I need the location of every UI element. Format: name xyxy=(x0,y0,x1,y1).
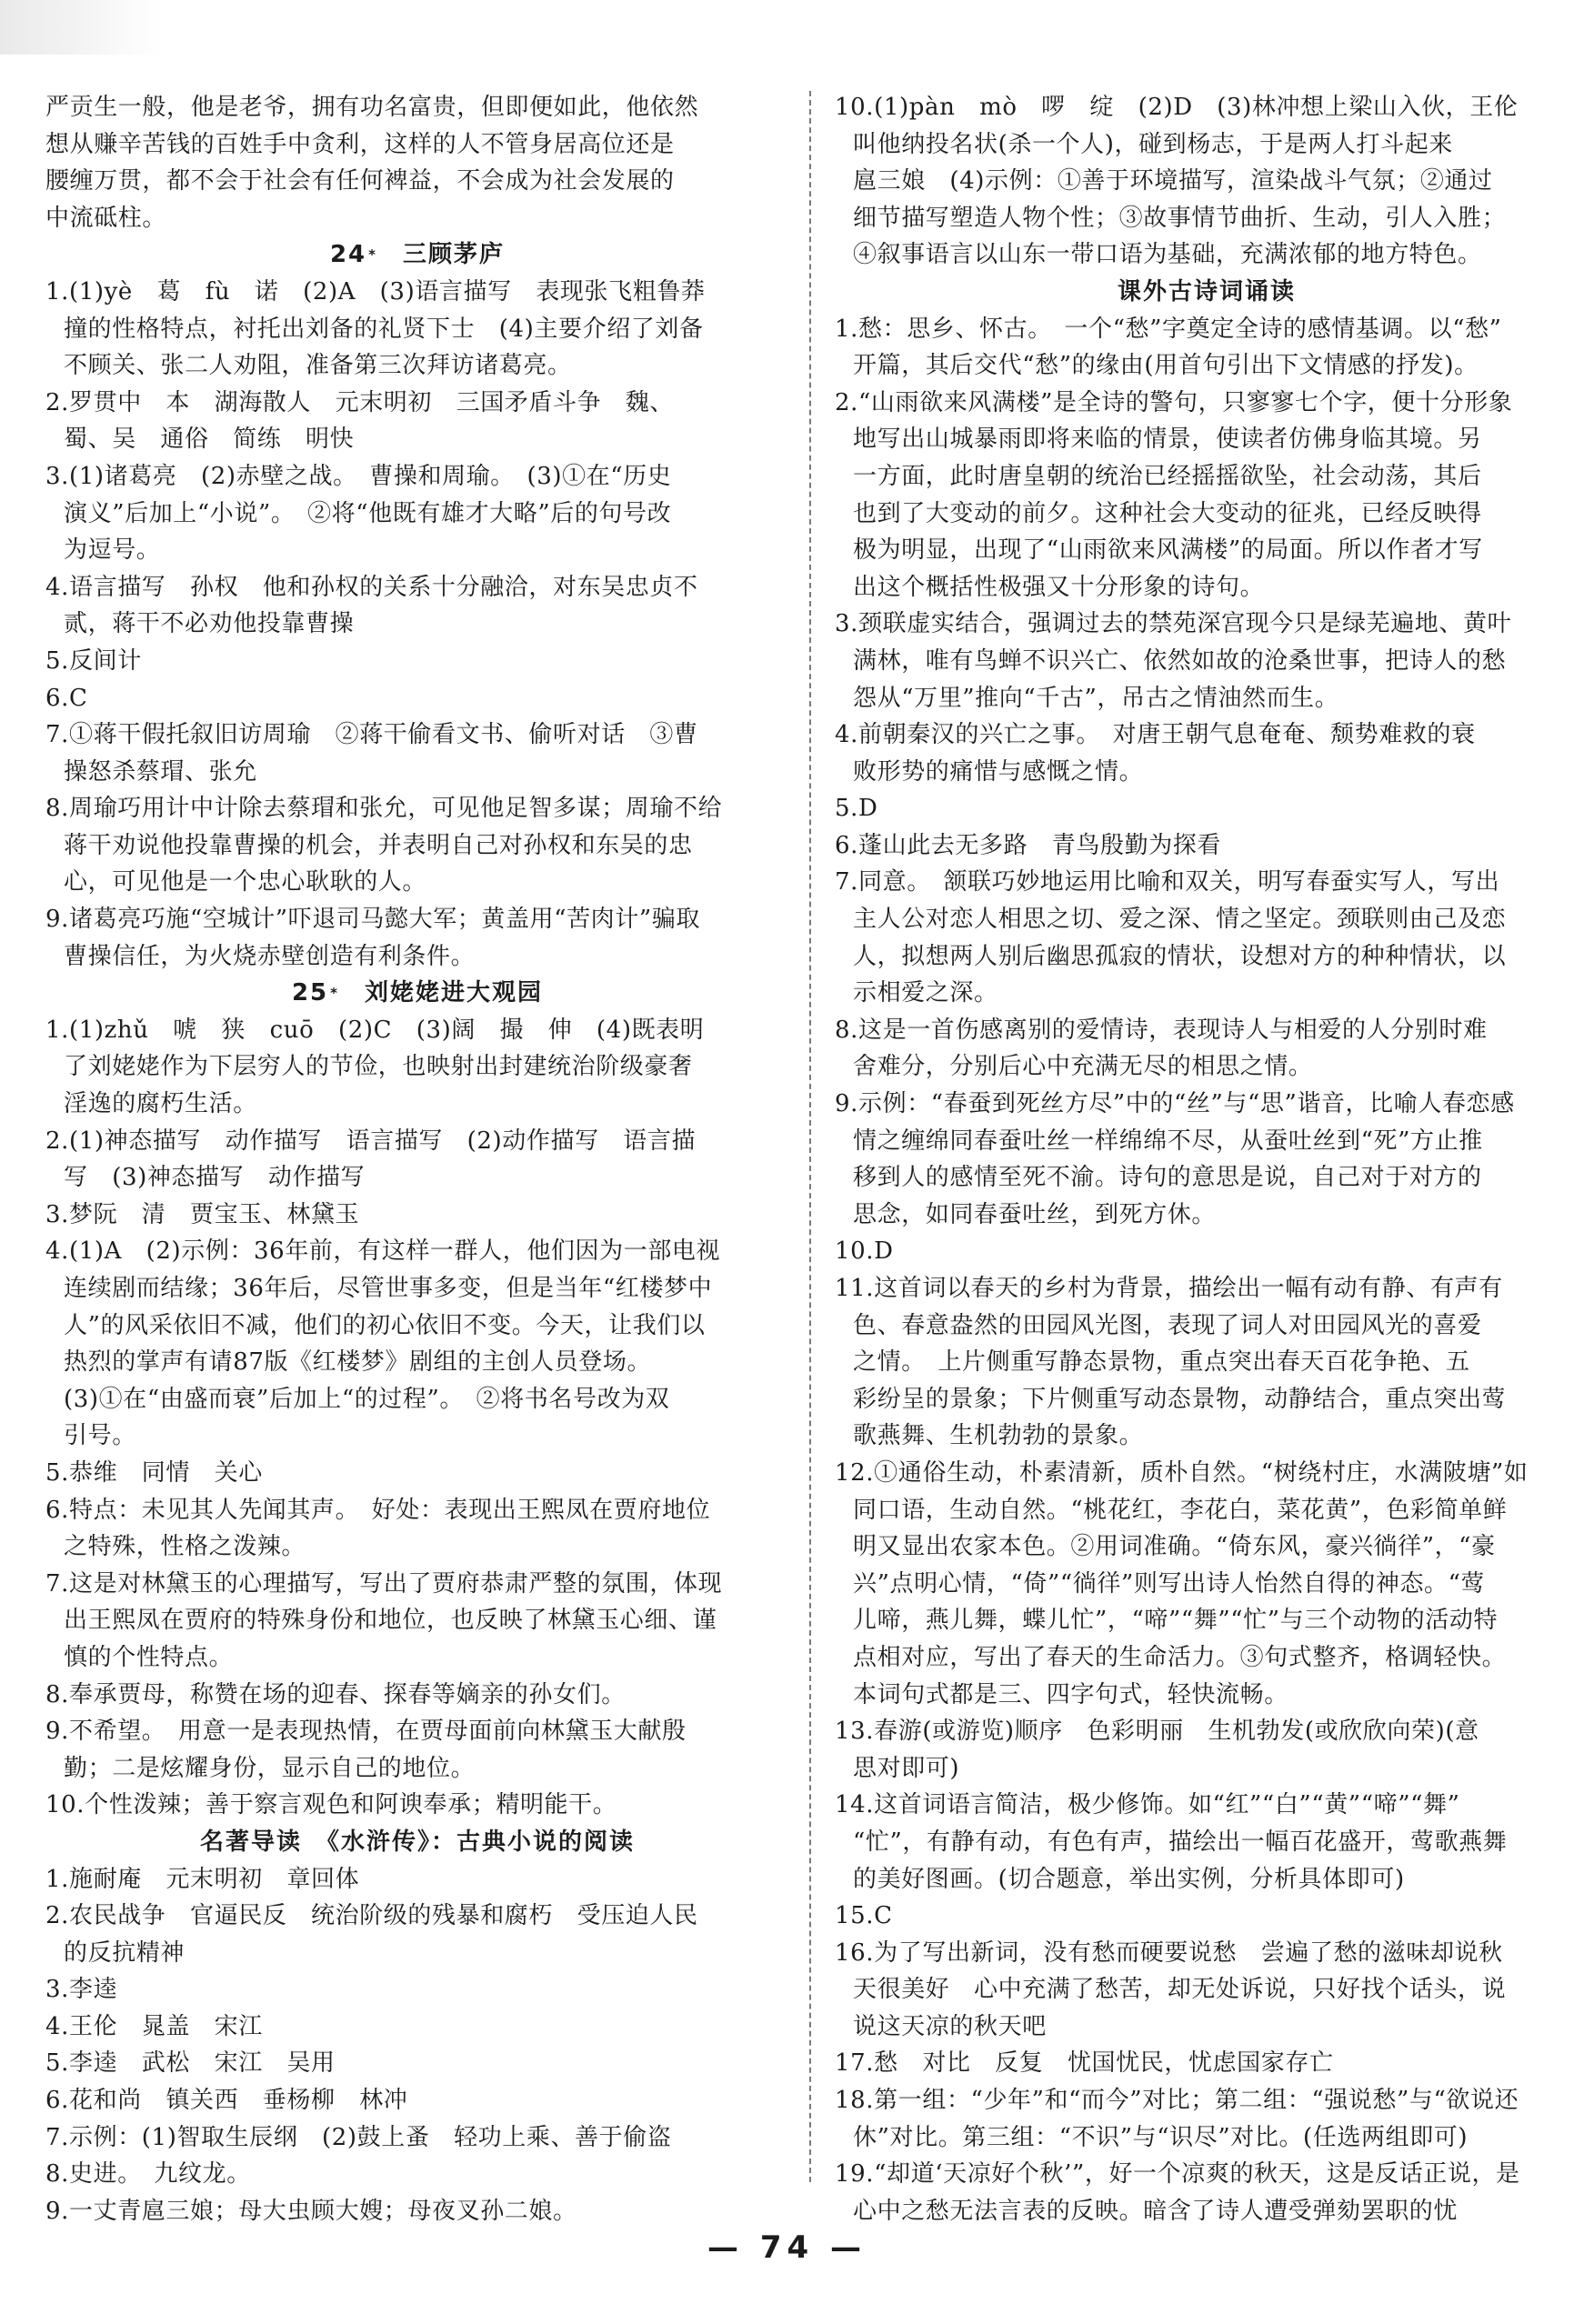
right-answer-line: 8.这是一首伤感离别的爱情诗，表现诗人与相爱的人分别时难 xyxy=(835,1016,1488,1044)
left-answer-line: 4.语言描写 孙权 他和孙权的关系十分融洽，对东吴忠贞不 xyxy=(45,573,698,601)
left-section-title xyxy=(45,236,789,274)
left-answer-line: 勤；二是炫耀身份，显示自己的地位。 xyxy=(64,1754,476,1782)
right-answer-line: 10.D xyxy=(835,1237,894,1266)
right-answer-line: 叫他纳投名状(杀一个人)，碰到杨志，于是两人打斗起来 xyxy=(853,130,1453,158)
right-answer-line: 怨从“万里”推向“千古”，吊古之情油然而生。 xyxy=(853,684,1339,712)
right-answer-line: 极为明显，出现了“山雨欲来风满楼”的局面。所以作者才写 xyxy=(853,536,1483,565)
left-answer-line: 慎的个性特点。 xyxy=(64,1643,234,1671)
left-answer-line: 为逗号。 xyxy=(64,536,161,565)
left-answer-line: 写 (3)神态描写 动作描写 xyxy=(64,1164,366,1192)
left-answer-line: 9.诸葛亮巧施“空城计”吓退司马懿大军；黄盖用“苦肉计”骗取 xyxy=(45,906,700,934)
left-answer-line: 8.周瑜巧用计中计除去蔡瑁和张允，可见他足智多谋；周瑜不给 xyxy=(45,795,723,823)
right-answer-line: 扈三娘 (4)示例：①善于环境描写，渲染战斗气氛；②通过 xyxy=(853,167,1493,195)
left-answer-line: 严贡生一般，他是老爷，拥有功名富贵，但即便如此，他依然 xyxy=(45,94,699,121)
right-answer-line: 满林，唯有鸟蝉不识兴亡、依然如故的沧桑世事，把诗人的愁 xyxy=(853,646,1507,675)
left-answer-line: 贰，蒋干不必劝他投靠曹操 xyxy=(64,610,355,638)
right-answer-line: 休”对比。第三组：“不识”与“识尽”对比。(任选两组即可) xyxy=(853,2123,1469,2151)
right-answer-line: 彩纷呈的景象；下片侧重写动态景物，动静结合，重点突出莺 xyxy=(853,1385,1507,1413)
right-answer-line: 情之缠绵同春蚕吐丝一样绵绵不尽，从蚕吐丝到“死”方止推 xyxy=(853,1127,1483,1155)
right-answer-line: 点相对应，写出了春天的生命活力。③句式整齐，格调轻快。 xyxy=(853,1643,1507,1671)
left-answer-line: 操怒杀蔡瑁、张允 xyxy=(64,757,257,786)
left-answer-line: 连续剧而结缘；36年后，尽管世事多变，但是当年“红楼梦中 xyxy=(64,1275,713,1302)
left-answer-line: 3.(1)诸葛亮 (2)赤壁之战。 曹操和周瑜。 (3)①在“历史 xyxy=(45,462,672,490)
left-answer-line: 演义”后加上“小说”。 ②将“他既有雄才大略”后的句号改 xyxy=(64,499,672,527)
right-answer-line: 兴”点明心情，“倚”“徜徉”则写出诗人怡然自得的神态。“莺 xyxy=(853,1569,1486,1598)
right-section-title xyxy=(835,274,1574,311)
left-answer-line: 5.恭维 同情 关心 xyxy=(45,1458,263,1487)
right-answer-line: 12.①通俗生动，朴素清新，质朴自然。“树绕村庄，水满陂塘”如 xyxy=(835,1458,1529,1487)
right-answer-line: 细节描写塑造人物个性；③故事情节曲折、生动，引人入胜； xyxy=(853,204,1507,232)
right-answer-line: “忙”，有静有动，有色有声，描绘出一幅百花盛开，莺歌燕舞 xyxy=(853,1828,1508,1856)
right-answer-line: 1.愁：思乡、怀古。 一个“愁”字奠定全诗的感情基调。以“愁” xyxy=(835,315,1502,343)
right-answer-line: 开篇，其后交代“愁”的缘由(用首句引出下文情感的抒发)。 xyxy=(853,352,1479,380)
right-answer-line: 13.春游(或游览)顺序 色彩明丽 生机勃发(或欣欣向荣)(意 xyxy=(835,1718,1479,1746)
left-answer-line: 1.施耐庵 元末明初 章回体 xyxy=(45,1865,360,1893)
right-answer-line: 14.这首词语言简洁，极少修饰。如“红”“白”“黄”“啼”“舞” xyxy=(835,1791,1460,1819)
left-answer-line: 5.反间计 xyxy=(45,646,142,675)
left-answer-line: 2.农民战争 官逼民反 统治阶级的残暴和腐朽 受压迫人民 xyxy=(45,1902,698,1930)
left-answer-line: 腰缠万贯，都不会于社会有任何裨益，不会成为社会发展的 xyxy=(45,167,675,195)
left-answer-line: 热烈的掌声有请87版《红楼梦》剧组的主创人员登场。 xyxy=(64,1348,652,1377)
scan-shadow xyxy=(0,0,164,55)
left-answer-line: 1.(1)yè 葛 fù 诺 (2)A (3)语言描写 表现张飞粗鲁莽 xyxy=(45,277,706,306)
left-answer-line: 中流砥柱。 xyxy=(45,204,167,232)
left-column xyxy=(45,89,789,2229)
left-answer-line: 8.奉承贾母，称赞在场的迎春、探春等嫡亲的孙女们。 xyxy=(45,1680,626,1708)
right-answer-line: 7.同意。 颔联巧妙地运用比喻和双关，明写春蚕实写人，写出 xyxy=(835,868,1500,897)
lesson-number: 25 xyxy=(291,979,329,1007)
right-answer-line: 也到了大变动的前夕。这种社会大变动的征兆，已经反映得 xyxy=(853,499,1482,527)
section-title-text: 课外古诗词诵读 xyxy=(1117,277,1296,306)
right-column xyxy=(835,89,1574,2229)
right-answer-line: 移到人的感情至死不渝。诗句的意思是说，自己对于对方的 xyxy=(853,1164,1482,1192)
left-answer-line: 6.特点：未见其人先闻其声。 好处：表现出王熙凤在贾府地位 xyxy=(45,1496,711,1524)
left-answer-line: 2.罗贯中 本 湖海散人 元末明初 三国矛盾斗争 魏、 xyxy=(45,388,675,416)
left-answer-line: 5.李逵 武松 宋江 吴用 xyxy=(45,2049,336,2078)
left-answer-line: 蒋干劝说他投靠曹操的机会，并表明自己对孙权和东吴的忠 xyxy=(64,831,693,859)
page-number: — 74 — xyxy=(707,2229,867,2266)
section-title-text: 三顾茅庐 xyxy=(403,241,506,269)
left-answer-line: 引号。 xyxy=(64,1422,136,1450)
right-answer-line: 地写出山城暴雨即将来临的情景，使读者仿佛身临其境。另 xyxy=(853,426,1482,454)
right-answer-line: 天很美好 心中充满了愁苦，却无处诉说，只好找个话头，说 xyxy=(853,1976,1507,2004)
right-answer-line: 出这个概括性极强又十分形象的诗句。 xyxy=(853,573,1265,601)
left-answer-line: 之特殊，性格之泼辣。 xyxy=(64,1533,306,1561)
right-answer-line: 15.C xyxy=(835,1902,893,1930)
right-answer-line: 5.D xyxy=(835,795,878,823)
left-answer-line: 2.(1)神态描写 动作描写 语言描写 (2)动作描写 语言描 xyxy=(45,1127,697,1155)
left-answer-line: 不顾关、张二人劝阻，准备第三次拜访诸葛亮。 xyxy=(64,352,572,380)
right-answer-line: 说这天凉的秋天吧 xyxy=(853,2012,1047,2040)
right-answer-line: 示相爱之深。 xyxy=(853,979,998,1007)
right-answer-line: 思念，如同春蚕吐丝，到死方休。 xyxy=(853,1200,1217,1228)
left-answer-line: 7.这是对林黛玉的心理描写，写出了贾府恭肃严整的氛围，体现 xyxy=(45,1569,723,1598)
right-answer-line: 之情。 上片侧重写静态景物，重点突出春天百花争艳、五 xyxy=(853,1348,1470,1377)
right-answer-line: 明又显出农家本色。②用词准确。“倚东风，豪兴徜徉”，“豪 xyxy=(853,1533,1496,1561)
left-answer-line: 心，可见他是一个忠心耿耿的人。 xyxy=(64,868,427,897)
right-answer-line: 儿啼，燕儿舞，蝶儿忙”，“啼”“舞”“忙”与三个动物的活动特 xyxy=(853,1607,1499,1635)
left-answer-line: (3)①在“由盛而衰”后加上“的过程”。 ②将书名号改为双 xyxy=(64,1385,670,1413)
section-title-text: 刘姥姥进大观园 xyxy=(365,979,544,1007)
right-answer-line: 19.“却道‘天凉好个秋’”，好一个凉爽的秋天，这是反话正说，是 xyxy=(835,2160,1520,2189)
left-answer-line: 7.示例：(1)智取生辰纲 (2)鼓上蚤 轻功上乘、善于偷盗 xyxy=(45,2123,672,2151)
right-answer-line: 18.第一组：“少年”和“而今”对比；第二组：“强说愁”与“欲说还 xyxy=(835,2087,1519,2115)
right-answer-line: 3.颈联虚实结合，强调过去的禁苑深宫现今只是绿芜遍地、黄叶 xyxy=(835,610,1512,638)
left-answer-line: 4.王伦 晁盖 宋江 xyxy=(45,2012,263,2040)
lesson-number: 24 xyxy=(329,241,367,269)
right-answer-line: 一方面，此时唐皇朝的统治已经摇摇欲坠，社会动荡，其后 xyxy=(853,462,1482,490)
left-answer-line: 6.花和尚 镇关西 垂杨柳 林冲 xyxy=(45,2087,408,2115)
right-answer-line: 11.这首词以春天的乡村为背景，描绘出一幅有动有静、有声有 xyxy=(835,1275,1503,1302)
left-answer-line: 9.不希望。 用意一是表现热情，在贾母面前向林黛玉大献殷 xyxy=(45,1718,687,1746)
left-answer-line: 淫逸的腐朽生活。 xyxy=(64,1090,257,1118)
right-answer-line: 思对即可) xyxy=(853,1754,960,1782)
left-answer-line: 3.李逵 xyxy=(45,1976,118,2004)
section-title-text: 名著导读 《水浒传》：古典小说的阅读 xyxy=(199,1828,635,1856)
right-answer-line: 17.愁 对比 反复 忧国忧民，忧虑国家存亡 xyxy=(835,2049,1334,2078)
right-answer-line: 人，拟想两人别后幽思孤寂的情状，设想对方的种种情状，以 xyxy=(853,942,1507,970)
self-study-mark: * xyxy=(368,246,377,264)
left-answer-line: 了刘姥姥作为下层穷人的节俭，也映射出封建统治阶级豪奢 xyxy=(64,1053,693,1081)
left-answer-line: 想从赚辛苦钱的百姓手中贪利，这样的人不管身居高位还是 xyxy=(45,130,675,158)
right-answer-line: 主人公对恋人相思之切、爱之深、情之坚定。颈联则由己及恋 xyxy=(853,906,1507,934)
right-answer-line: 败形势的痛惜与感慨之情。 xyxy=(853,757,1144,786)
right-answer-line: 同口语，生动自然。“桃花红，李花白，菜花黄”，色彩简单鲜 xyxy=(853,1496,1508,1524)
right-answer-line: 的美好图画。(切合题意，举出实例，分析具体即可) xyxy=(853,1865,1405,1893)
right-answer-line: 歌燕舞、生机勃勃的景象。 xyxy=(853,1422,1144,1450)
right-answer-line: 2.“山雨欲来风满楼”是全诗的警句，只寥寥七个字，便十分形象 xyxy=(835,388,1513,416)
right-answer-line: 10.(1)pàn mò 啰 绽 (2)D (3)林冲想上梁山入伙，王伦 xyxy=(835,94,1519,121)
left-answer-line: 3.梦阮 清 贾宝玉、林黛玉 xyxy=(45,1200,360,1228)
left-answer-line: 的反抗精神 xyxy=(64,1938,185,1967)
left-section-title xyxy=(45,1824,789,1861)
column-divider xyxy=(809,91,811,2182)
right-answer-line: 4.前朝秦汉的兴亡之事。 对唐王朝气息奄奄、颓势难救的衰 xyxy=(835,721,1476,749)
right-answer-line: 6.蓬山此去无多路 青鸟殷勤为探看 xyxy=(835,831,1222,859)
left-answer-line: 曹操信任，为火烧赤壁创造有利条件。 xyxy=(64,942,476,970)
left-answer-line: 9.一丈青扈三娘；母大虫顾大嫂；母夜叉孙二娘。 xyxy=(45,2197,577,2225)
left-answer-line: 4.(1)A (2)示例：36年前，有这样一群人，他们因为一部电视 xyxy=(45,1237,721,1266)
left-answer-line: 出王熙凤在贾府的特殊身份和地位，也反映了林黛玉心细、谨 xyxy=(64,1607,717,1635)
self-study-mark: * xyxy=(330,985,339,1002)
right-answer-line: 心中之愁无法言表的反映。暗含了诗人遭受弹劾罢职的忧 xyxy=(853,2197,1459,2225)
right-answer-line: 舍难分，分别后心中充满无尽的相思之情。 xyxy=(853,1053,1313,1081)
left-answer-line: 蜀、吴 通俗 简练 明快 xyxy=(64,426,355,454)
left-answer-line: 10.个性泼辣；善于察言观色和阿谀奉承；精明能干。 xyxy=(45,1791,617,1819)
left-answer-line: 撞的性格特点，衬托出刘备的礼贤下士 (4)主要介绍了刘备 xyxy=(64,315,704,343)
right-answer-line: 9.示例：“春蚕到死丝方尽”中的“丝”与“思”谐音，比喻人春恋感 xyxy=(835,1090,1515,1118)
left-answer-line: 8.史进。 九纹龙。 xyxy=(45,2160,251,2189)
left-answer-line: 6.C xyxy=(45,684,88,712)
right-answer-line: 本词句式都是三、四字句式，轻快流畅。 xyxy=(853,1680,1288,1708)
right-answer-line: 色、春意盎然的田园风光图，表现了词人对田园风光的喜爱 xyxy=(853,1311,1482,1339)
right-answer-line: ④叙事语言以山东一带口语为基础，充满浓郁的地方特色。 xyxy=(853,241,1482,269)
left-answer-line: 人”的风采依旧不减，他们的初心依旧不变。今天，让我们以 xyxy=(64,1311,706,1339)
right-answer-line: 16.为了写出新词，没有愁而硬要说愁 尝遍了愁的滋味却说秋 xyxy=(835,1938,1503,1967)
left-answer-line: 1.(1)zhǔ 唬 狭 cuō (2)C (3)阔 撮 伸 (4)既表明 xyxy=(45,1016,705,1044)
left-answer-line: 7.①蒋干假托叙旧访周瑜 ②蒋干偷看文书、偷听对话 ③曹 xyxy=(45,721,698,749)
left-section-title xyxy=(45,975,789,1012)
